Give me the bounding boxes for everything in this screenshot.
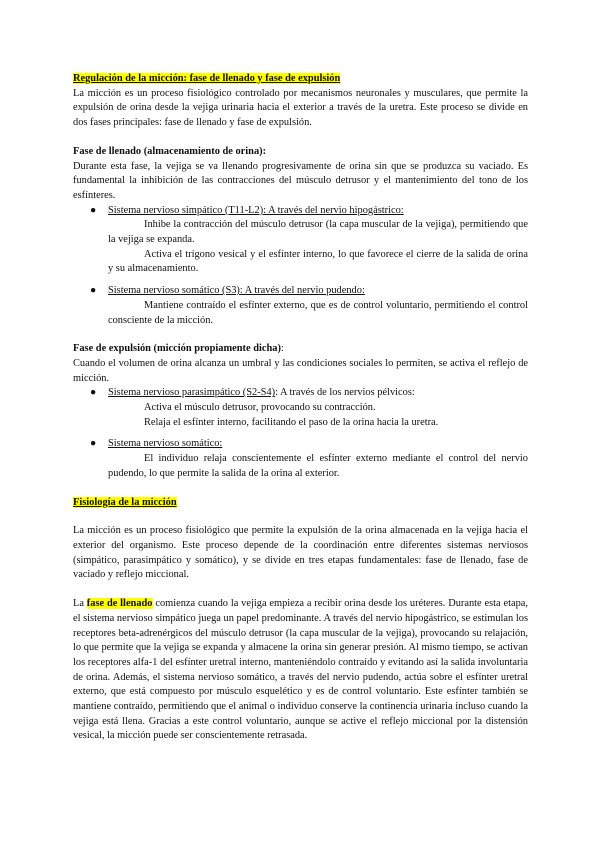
bullet-detail: Inhibe la contracción del músculo detrusor (la capa muscular de la vejiga), permitiendo que la vejiga se expanda.: [108, 219, 528, 246]
paragraph-prefix: La: [73, 598, 87, 610]
filling-heading: Fase de llenado (almacenamiento de orina):: [73, 145, 267, 157]
bullet-icon: ●: [90, 285, 97, 297]
filling-description: Durante esta fase, la vejiga se va llenando progresivamente de orina sin que se produzca su vaciado. Es fundamental la inhibición de las contracciones del músculo detrusor y el mantenimiento del tono de los esfínteres.: [73, 160, 528, 201]
bullet-icon: ●: [90, 204, 97, 216]
bullet-detail: Mantiene contraído el esfínter externo, que es de control voluntario, permitiendo el control consciente de la micción.: [108, 299, 528, 326]
bullet-detail: Relaja el esfínter interno, facilitando el paso de la orina hacia la uretra.: [144, 416, 439, 428]
highlighted-title: Regulación de la micción: fase de llenado y fase de expulsión: [73, 73, 341, 84]
bullet-label: Sistema nervioso somático (S3): A través del nervio pudendo:: [108, 285, 365, 297]
section-title-physiology: [73, 496, 528, 511]
document-body: [73, 72, 528, 744]
paragraph-body: comienza cuando la vejiga empieza a recibir orina desde los uréteres. Durante esta etapa, el sistema nervioso simpático juega un papel predominante. A través del nervio hipogástrico, se estimulan los receptores beta-adrenérgicos del músculo detrusor (la capa muscular de la vejiga), provocando su relajación, lo que permite que la vejiga se expanda y almacene la orina sin generar presión. Al mismo tiempo, se activan los receptores alfa-1 del esfínter uretral interno, manteniéndolo contraído y evitando así la salida involuntaria de orina. Además, el sistema nervioso somático, a través del nervio pudendo, actúa sobre el esfínter uretral externo, que está compuesto por músculo esquelético y es de control voluntario. Este esfínter también se mantiene contraído, permitiendo que el animal o individuo conserve la continencia urinaria incluso cuando la vejiga está llena. Gracias a este control voluntario, aunque se active el reflejo miccional por la distensión vesical, la micción puede ser conscientemente retrasada.: [73, 598, 528, 742]
bullet-label: Sistema nervioso simpático (T11-L2): A través del nervio hipogástrico:: [108, 204, 404, 216]
highlighted-title: Fisiología de la micción: [73, 496, 177, 508]
highlighted-term: fase de llenado: [86, 598, 153, 610]
bullet-label: Sistema nervioso parasimpático (S2-S4): [108, 387, 276, 399]
list-item: [73, 204, 528, 219]
section-title-regulation: [73, 72, 528, 87]
bullet-detail: Activa el músculo detrusor, provocando su contracción.: [144, 402, 376, 414]
physiology-intro: La micción es un proceso fisiológico que permite la expulsión de la orina almacenada en la vejiga hacia el exterior del organismo. Este proceso depende de la coordinación entre diferentes sistemas nerviosos (simpático, parasimpático y somático), y se divide en tres etapas fundamentales: fase de llenado, fase de vaciado y reflejo miccional.: [73, 525, 528, 581]
bullet-icon: ●: [90, 438, 97, 450]
expulsion-heading: [73, 342, 528, 357]
list-item: [73, 284, 528, 299]
bullet-icon: ●: [90, 387, 97, 399]
list-item: [73, 386, 528, 401]
expulsion-heading-suffix: :: [280, 343, 284, 355]
bullet-suffix: : A través de los nervios pélvicos:: [275, 387, 415, 399]
filling-phase-paragraph: [73, 597, 528, 744]
intro-paragraph: La micción es un proceso fisiológico controlado por mecanismos neuronales y musculares, que permite la expulsión de orina desde la vejiga urinaria hacia el exterior a través de la uretra. Este proceso se divide en dos fases principales: fase de llenado y fase de expulsión.: [73, 87, 528, 129]
bullet-detail: Activa el trígono vesical y el esfínter interno, lo que favorece el cierre de la salida de orina y su almacenamiento.: [108, 248, 528, 275]
expulsion-heading-text: Fase de expulsión (micción propiamente dicha): [73, 343, 281, 355]
list-item: [73, 437, 528, 452]
bullet-label: Sistema nervioso somático:: [108, 438, 223, 450]
expulsion-description: Cuando el volumen de orina alcanza un umbral y las condiciones sociales lo permiten, se activa el reflejo de micción.: [73, 357, 528, 384]
bullet-detail: El individuo relaja conscientemente el esfínter externo mediante el control del nervio pudendo, lo que permite la salida de la orina al exterior.: [108, 453, 528, 479]
